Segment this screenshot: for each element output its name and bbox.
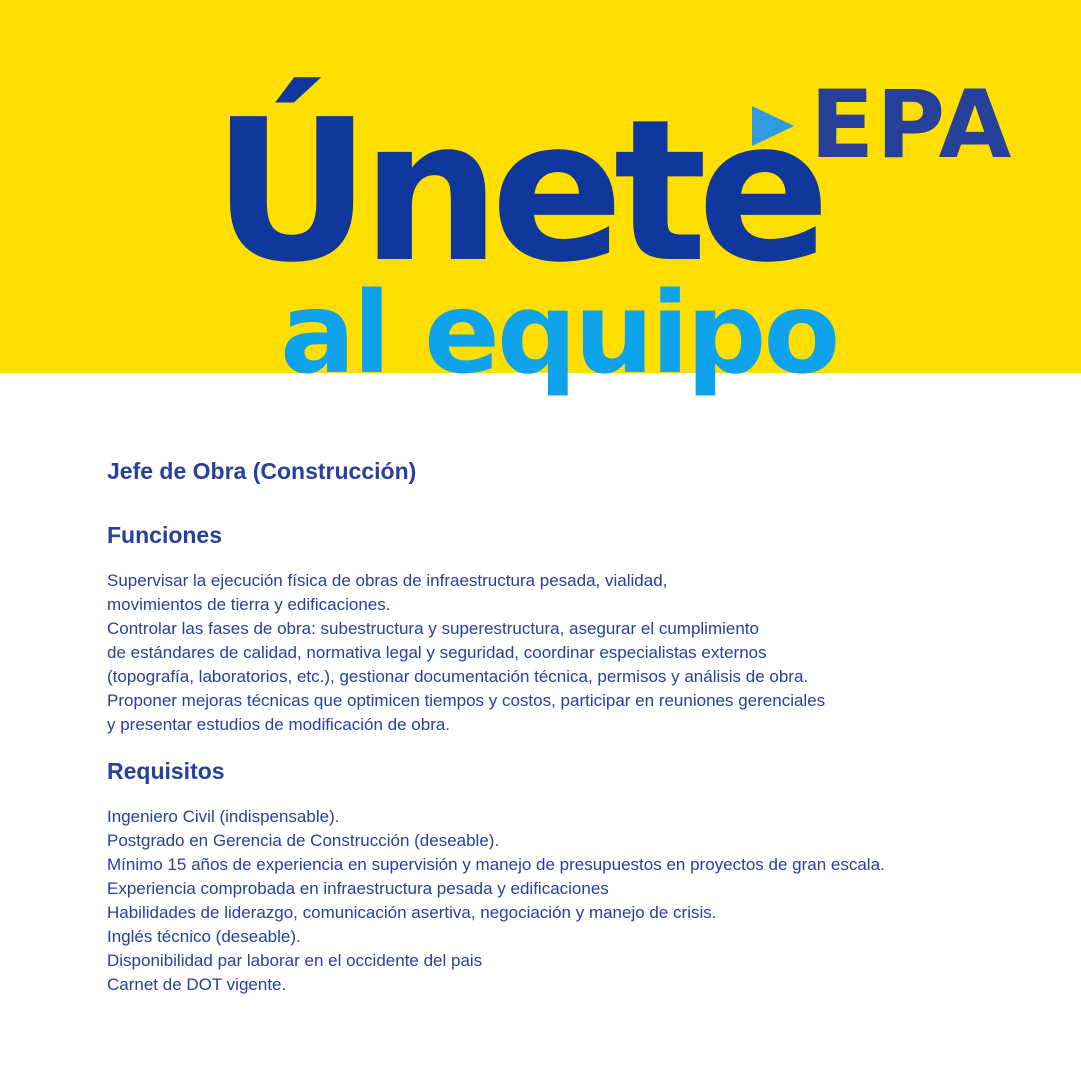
funciones-line: de estándares de calidad, normativa legal y seguridad, coordinar especialistas externos [107, 643, 767, 662]
funciones-line: y presentar estudios de modificación de obra. [107, 715, 451, 734]
job-posting [107, 455, 1007, 997]
requisitos-line: Postgrado en Gerencia de Construcción (deseable). [107, 831, 500, 850]
subheadline-al-equipo: al equipo [280, 269, 838, 399]
requisitos-heading: Requisitos [107, 758, 225, 784]
funciones-line: (topografía, laboratorios, etc.), gestionar documentación técnica, permisos y análisis de obra. [107, 667, 809, 686]
requisitos-line: Carnet de DOT vigente. [107, 975, 287, 994]
requisitos-line: Habilidades de liderazgo, comunicación asertiva, negociación y manejo de crisis. [107, 903, 717, 922]
logo-text: EPA [810, 71, 1014, 180]
funciones-list [107, 569, 1007, 737]
requisitos-line: Experiencia comprobada en infraestructura pesada y edificaciones [107, 879, 609, 898]
requisitos-line: Mínimo 15 años de experiencia en supervisión y manejo de presupuestos en proyectos de gran escala. [107, 855, 885, 874]
funciones-line: Supervisar la ejecución física de obras de infraestructura pesada, vialidad, [107, 571, 668, 590]
requisitos-line: Disponibilidad par laborar en el occidente del pais [107, 951, 483, 970]
funciones-line: Proponer mejoras técnicas que optimicen tiempos y costos, participar en reuniones gerenciales [107, 691, 826, 710]
headline-unete: Únete [212, 78, 821, 306]
funciones-line: movimientos de tierra y edificaciones. [107, 595, 391, 614]
funciones-heading: Funciones [107, 522, 223, 548]
requisitos-line: Inglés técnico (deseable). [107, 927, 301, 946]
job-title: Jefe de Obra (Construcción) [107, 458, 417, 484]
requisitos-line: Ingeniero Civil (indispensable). [107, 807, 340, 826]
requisitos-list [107, 805, 1007, 997]
funciones-line: Controlar las fases de obra: subestructura y superestructura, asegurar el cumplimiento [107, 619, 759, 638]
